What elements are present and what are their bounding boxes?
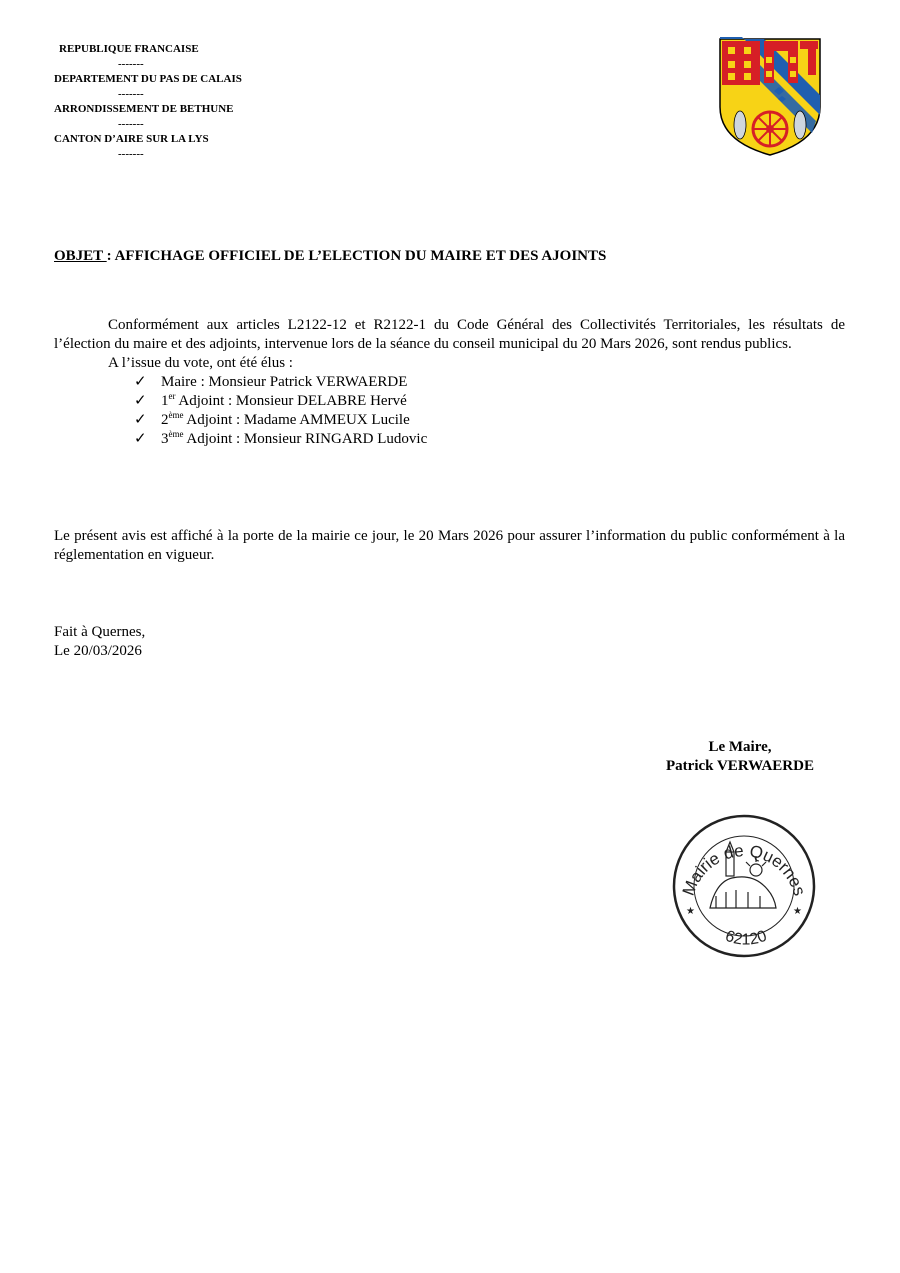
list-item	[134, 411, 845, 430]
objet-separator: :	[106, 248, 115, 264]
check-icon: ✓	[134, 374, 147, 390]
elu-text: Adjoint : Madame AMMEUX Lucile	[183, 412, 410, 428]
body-intro: A l’issue du vote, ont été élus :	[108, 355, 293, 371]
mairie-stamp	[670, 812, 818, 960]
header-line-arrondissement: ARRONDISSEMENT DE BETHUNE	[54, 103, 234, 115]
objet-heading	[54, 248, 854, 265]
list-item	[134, 430, 845, 449]
header-separator: -------	[118, 148, 144, 160]
elu-rank-suffix: er	[168, 391, 176, 401]
header-line-departement: DEPARTEMENT DU PAS DE CALAIS	[54, 73, 242, 85]
main-body	[54, 316, 845, 449]
check-icon: ✓	[134, 412, 147, 428]
star-icon: ★	[793, 906, 802, 917]
elu-rank-suffix: ème	[168, 429, 184, 439]
fait-place: Fait à Quernes,	[54, 624, 146, 640]
header-line-republique: REPUBLIQUE FRANCAISE	[59, 43, 199, 55]
objet-label: OBJET	[54, 248, 107, 264]
signature-title: Le Maire,	[708, 739, 772, 755]
elu-rank: 1	[161, 393, 169, 409]
check-icon: ✓	[134, 431, 147, 447]
avis-paragraph: Le présent avis est affiché à la porte de la mairie ce jour, le 20 Mars 2026 pour assurer l’information du public conformément à la réglementation en vigueur.	[54, 528, 845, 563]
check-icon: ✓	[134, 393, 147, 409]
svg-text:Mairie de Quernes	[679, 841, 809, 898]
stamp-top-text: Mairie de Quernes	[678, 841, 810, 899]
elu-text: Adjoint : Monsieur RINGARD Ludovic	[183, 431, 428, 447]
elu-rank-suffix: ème	[168, 410, 184, 420]
list-item	[134, 373, 845, 392]
elu-text: Maire : Monsieur Patrick VERWAERDE	[161, 374, 408, 390]
fait-date: Le 20/03/2026	[54, 643, 142, 659]
elected-list	[54, 373, 845, 449]
elu-rank: 3	[161, 431, 169, 447]
elu-rank: 2	[161, 412, 169, 428]
list-item	[134, 392, 845, 411]
fait-block	[54, 623, 145, 661]
objet-text: AFFICHAGE OFFICIEL DE L’ELECTION DU MAIRE ET DES AJOINTS	[114, 248, 607, 264]
body-paragraph: Conformément aux articles L2122-12 et R2122-1 du Code Général des Collectivités Territoriales, les résultats de l’élection du maire et des adjoints, intervenue lors de la séance du conseil municipal du 20 Mars 2026, sont rendus publics.	[54, 317, 845, 352]
elu-text: Adjoint : Monsieur DELABRE Hervé	[175, 393, 407, 409]
svg-text:62120	[723, 928, 769, 949]
header-line-canton: CANTON D’AIRE SUR LA LYS	[54, 133, 209, 145]
header-separator: -------	[118, 88, 144, 100]
star-icon: ★	[686, 906, 695, 917]
stamp-postcode: 62120	[722, 927, 770, 949]
coat-of-arms-crest	[718, 37, 822, 157]
header-separator: -------	[118, 118, 144, 130]
signature-name: Patrick VERWAERDE	[666, 758, 814, 774]
signature-block	[640, 738, 840, 776]
header-separator: -------	[118, 58, 144, 70]
header-block	[54, 42, 284, 162]
